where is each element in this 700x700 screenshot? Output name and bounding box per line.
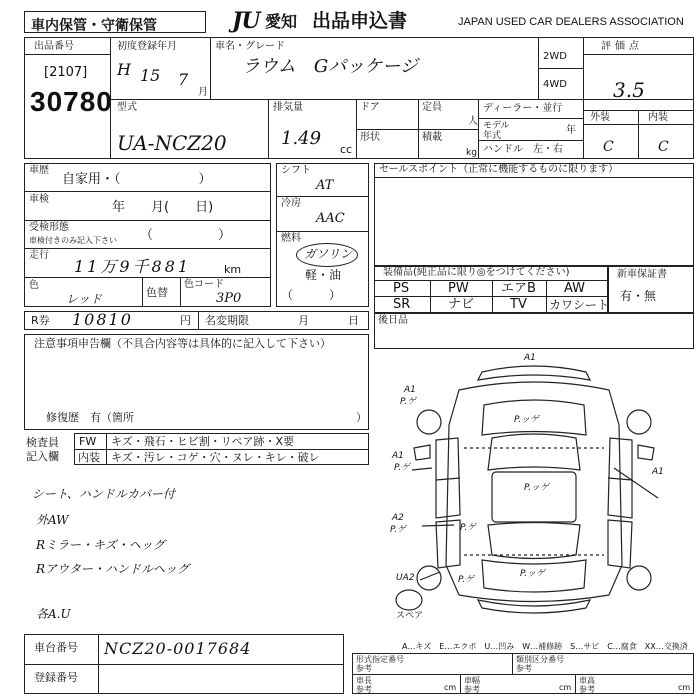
car-damage-diagram	[374, 350, 694, 625]
equip-airbag[interactable]: エアB	[501, 281, 536, 296]
shape-spec-label: 形式指定番号 参考	[356, 655, 404, 673]
inspection-value: 年 月( 日)	[112, 200, 214, 215]
color-code-value: 3P0	[216, 291, 242, 306]
equip-navi[interactable]: ナビ	[448, 297, 475, 312]
name-change-day: 日	[348, 314, 359, 327]
damage-mark: UA2	[396, 573, 415, 583]
receipt-value: （ ）	[140, 228, 232, 243]
chassis-value: NCZ20-0017684	[104, 639, 252, 658]
interior-label: 内装	[648, 112, 668, 123]
equipment-label: 装備品(純正品に限り◎をつけてください)	[383, 267, 570, 278]
history-value: 自家用・（ ）	[62, 172, 212, 187]
reg-month: 7	[178, 70, 189, 89]
note-line: シート、ハンドルカバー付	[32, 487, 175, 501]
drive-2wd[interactable]: 2WD	[543, 51, 567, 62]
interior-items: キズ・汚レ・コゲ・穴・ヌレ・キレ・破レ	[111, 451, 320, 464]
chassis-label: 車台番号	[34, 641, 78, 654]
mileage-label: 走行	[29, 250, 49, 261]
shift-value: AT	[316, 178, 334, 193]
damage-mark: A1	[392, 451, 404, 461]
note-line: Rミラー・キズ・ヘッグ	[36, 538, 165, 552]
shift-label: シフト	[281, 165, 311, 176]
shape-label: 形状	[360, 132, 380, 143]
exterior-label: 外装	[590, 112, 610, 123]
ac-label: 冷房	[281, 198, 301, 209]
color-change-label: 色替	[146, 286, 168, 299]
length-label: 車長 参考	[356, 676, 372, 694]
reg-year: 15	[140, 66, 161, 85]
repair-close: ）	[356, 411, 367, 424]
lot-bracket-code: [2107]	[44, 65, 88, 80]
damage-mark: A1	[404, 385, 416, 395]
damage-legend: A…キズ E…エクボ U…凹み W…補修跡 S…サビ C…腐食 XX…交換済	[402, 642, 688, 651]
equip-aw[interactable]: AW	[564, 281, 586, 296]
note-line: Rアウター・ハンドルヘッグ	[36, 562, 189, 576]
month-unit: 月	[198, 87, 208, 98]
displacement-value: 1.49	[281, 128, 322, 149]
interior-score: C	[658, 139, 669, 155]
postscript-box	[374, 313, 694, 349]
association-name: JAPAN USED CAR DEALERS ASSOCIATION	[458, 16, 684, 28]
receipt-sub: 車検付きのみ記入下さい	[29, 236, 117, 245]
capacity-unit: 人	[468, 116, 478, 127]
width-label: 車幅 参考	[464, 676, 480, 694]
sales-points-label: セールスポイント（正常に機能するものに限ります）	[379, 164, 619, 175]
fw-label: FW	[79, 435, 97, 448]
width-cm: cm	[559, 683, 572, 692]
year-unit: 年	[566, 125, 576, 136]
drive-4wd[interactable]: 4WD	[543, 79, 567, 90]
first-reg-label: 初度登録年月	[117, 41, 177, 52]
receipt-label: 受検形態	[29, 222, 69, 233]
spare-label: スペア	[396, 611, 424, 621]
model-value: UA-NCZ20	[117, 131, 227, 155]
damage-mark: A1	[524, 353, 536, 363]
lot-number: 30780	[30, 86, 113, 117]
postscript-label: 後日品	[378, 315, 408, 326]
ju-logo: JU	[232, 8, 260, 34]
damage-mark: P.ゲ	[394, 463, 411, 473]
notes-label: 注意事項申告欄（不具合内容等は具体的に記入して下さい）	[34, 337, 331, 350]
dealer-label: ディーラー・並行	[483, 103, 563, 114]
door-label: ドア	[360, 102, 380, 113]
score-value: 3.5	[613, 78, 645, 102]
name-change-label: 名変期限	[205, 314, 249, 327]
history-label: 車歴	[29, 165, 49, 176]
org-name: 愛知	[265, 12, 298, 31]
model-label: 型式	[117, 102, 137, 113]
warranty-label: 新車保証書	[617, 269, 667, 280]
cc-unit: cc	[340, 143, 353, 156]
inspector-label: 検査員 記入欄	[26, 436, 59, 463]
fw-items: キズ・飛石・ヒビ割・リペア跡・X要	[111, 435, 295, 448]
mileage-value: 11万9千881	[74, 257, 192, 276]
note-line: 各A.U	[36, 607, 71, 621]
form-title: 出品申込書	[312, 10, 408, 32]
damage-mark: P.ゲ	[390, 525, 407, 535]
length-cm: cm	[444, 683, 457, 692]
storage-label: 車内保管・守衛保管	[24, 11, 206, 33]
recycle-unit: 円	[180, 314, 191, 327]
height-label: 車高 参考	[579, 676, 595, 694]
recycle-amount: 10810	[72, 310, 133, 329]
load-unit: kg	[466, 148, 477, 158]
capacity-label: 定員	[422, 102, 442, 113]
lot-label: 出品番号	[34, 41, 74, 52]
equip-ps[interactable]: PS	[393, 281, 410, 296]
damage-mark: P.ゲ	[460, 523, 477, 533]
damage-mark: P.ゲ	[458, 575, 475, 585]
damage-mark: A1	[652, 467, 664, 477]
damage-mark: P.ッゲ	[520, 569, 546, 579]
interior-insp-label: 内装	[78, 451, 100, 464]
fuel-value: ガソリン	[304, 247, 353, 261]
height-cm: cm	[678, 683, 691, 692]
ac-value: AAC	[316, 211, 345, 226]
equip-tv[interactable]: TV	[510, 297, 527, 312]
color-label: 色	[29, 280, 39, 291]
name-grade-value: ラウム Gパッケージ	[242, 56, 418, 77]
equip-sr[interactable]: SR	[393, 297, 411, 312]
name-change-month: 月	[298, 314, 309, 327]
score-label: 評価点	[601, 41, 643, 52]
damage-mark: A2	[392, 513, 404, 523]
recycle-label: R券	[31, 314, 50, 327]
displacement-label: 排気量	[273, 102, 303, 113]
fuel-paren: （ ）	[281, 288, 342, 302]
color-code-label: 色コード	[184, 279, 224, 290]
color-value: レッド	[66, 292, 102, 306]
era: H	[117, 60, 131, 79]
equip-leather[interactable]: カワシート	[549, 298, 610, 312]
damage-mark: P.ッゲ	[524, 483, 550, 493]
fuel-options: 軽・油	[305, 268, 342, 282]
fuel-label: 燃料	[281, 233, 301, 244]
load-label: 積載	[422, 132, 442, 143]
name-grade-label: 車名・グレード	[215, 41, 285, 52]
damage-mark: P.ッゲ	[514, 415, 540, 425]
damage-mark: P.ゲ	[400, 397, 417, 407]
repair-label: 修復歴 有（箇所	[46, 411, 134, 424]
model-year-label: モデル 年式	[483, 121, 510, 141]
exterior-score: C	[603, 139, 614, 155]
sales-points-box	[374, 163, 694, 266]
inspection-label: 車検	[29, 194, 49, 205]
note-line: 外AW	[36, 513, 69, 527]
reg-number-label: 登録番号	[34, 671, 78, 684]
mileage-unit: km	[224, 263, 242, 276]
handle-label: ハンドル 左・右	[483, 144, 563, 155]
equip-pw[interactable]: PW	[448, 281, 469, 296]
category-label: 類別区分番号 参考	[516, 655, 564, 673]
warranty-value[interactable]: 有・無	[620, 289, 657, 303]
